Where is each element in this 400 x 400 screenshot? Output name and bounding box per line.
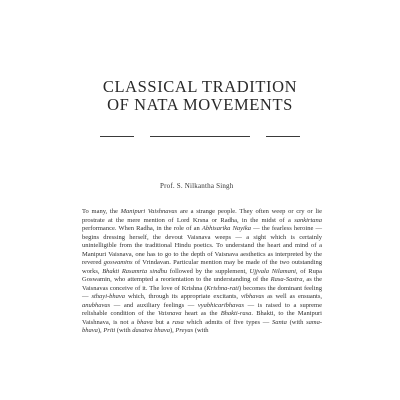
text-run: ), xyxy=(169,327,176,334)
text-run: To many, the xyxy=(82,208,121,215)
text-run: which admits of five types — xyxy=(183,318,273,326)
italic-term: Vaisnava xyxy=(158,310,182,317)
text-run: — the fearless heroine — begins dressing herself, the devout Vaisnava weeps — a sight which is certainly unintelligible from the traditional Hindu poetics. To understand the heart and mind of a Manipuri Vaisnava, one has to go to the depth of Vaisnava aesthetics as interpreted by the revered xyxy=(82,225,323,266)
text-run: , as the Vaisnavas conceive of it. The love of Krishna ( xyxy=(82,276,322,292)
italic-term: vyabhicaribhavas xyxy=(197,301,245,309)
italic-term: Santa xyxy=(272,318,287,326)
text-run: . Bhakti, to the Manipuri Vaishnava, is not a xyxy=(82,310,322,326)
italic-term: anubhavas xyxy=(82,301,111,309)
text-run: (with xyxy=(286,318,307,326)
author-byline: Prof. S. Nilkantha Singh xyxy=(160,182,234,190)
italic-term: dasatva bhava xyxy=(132,327,170,334)
text-run: as well as ensuants, xyxy=(264,293,323,300)
italic-term: sankirtana xyxy=(294,216,322,224)
title-line-2: OF NATA MOVEMENTS xyxy=(107,95,293,114)
italic-term: Bhakti Rasamrta sindhu xyxy=(102,267,168,275)
text-run: which, through its appropriate excitants, xyxy=(125,293,242,300)
text-run: but a xyxy=(152,318,173,326)
italic-term: Preyas xyxy=(175,327,194,334)
italic-term: bhava xyxy=(136,318,153,326)
italic-term: Ujjvala Nilamani xyxy=(249,267,296,275)
paragraph-content xyxy=(82,208,322,334)
text-run: (with xyxy=(193,327,209,334)
text-run: are a strange people. They often weep or cry or lie prostrate at the mere mention of Lord Krsna or Radha, in the midst of a xyxy=(82,208,322,224)
title-rule-center xyxy=(150,136,250,137)
italic-term: Rasa-Sastra xyxy=(270,276,303,283)
text-run: ) becomes the dominant feeling — xyxy=(82,284,323,300)
text-run: — and auxiliary feelings — xyxy=(110,301,198,309)
title-line-1: CLASSICAL TRADITION xyxy=(102,77,298,96)
italic-term: rasa xyxy=(172,318,184,326)
text-run: ), xyxy=(97,327,104,334)
text-run: (with xyxy=(115,327,133,334)
italic-term: Krishna-rati xyxy=(206,284,239,292)
italic-term: Priti xyxy=(103,327,116,334)
text-run: of Vrindavan. Particular mention may be made of the two outstanding works, xyxy=(82,259,322,275)
italic-term: Bhakti-rasa xyxy=(220,310,252,317)
italic-term: Manipuri Vaishnavas xyxy=(120,208,178,215)
text-run: heart as the xyxy=(181,310,221,317)
text-run: , of Rupa Goswamin, who attempted a reorientation to the understanding of the xyxy=(82,267,322,283)
body-paragraph xyxy=(82,208,322,336)
text-run: — is raised to a supreme relishable condition of the xyxy=(82,301,322,317)
title-rule-left xyxy=(100,136,134,137)
italic-term: sama-bhava xyxy=(82,318,322,334)
text-run: followed by the supplement, xyxy=(167,267,250,275)
title-rule-right xyxy=(266,136,300,137)
text-run: performance. When Radha, in the role of an xyxy=(82,225,202,232)
italic-term: goswamins xyxy=(103,259,133,266)
italic-term: Abhisarika Nayika xyxy=(201,225,251,232)
italic-term: sthayi-bhava xyxy=(91,293,126,300)
italic-term: vibhavas xyxy=(241,293,265,300)
